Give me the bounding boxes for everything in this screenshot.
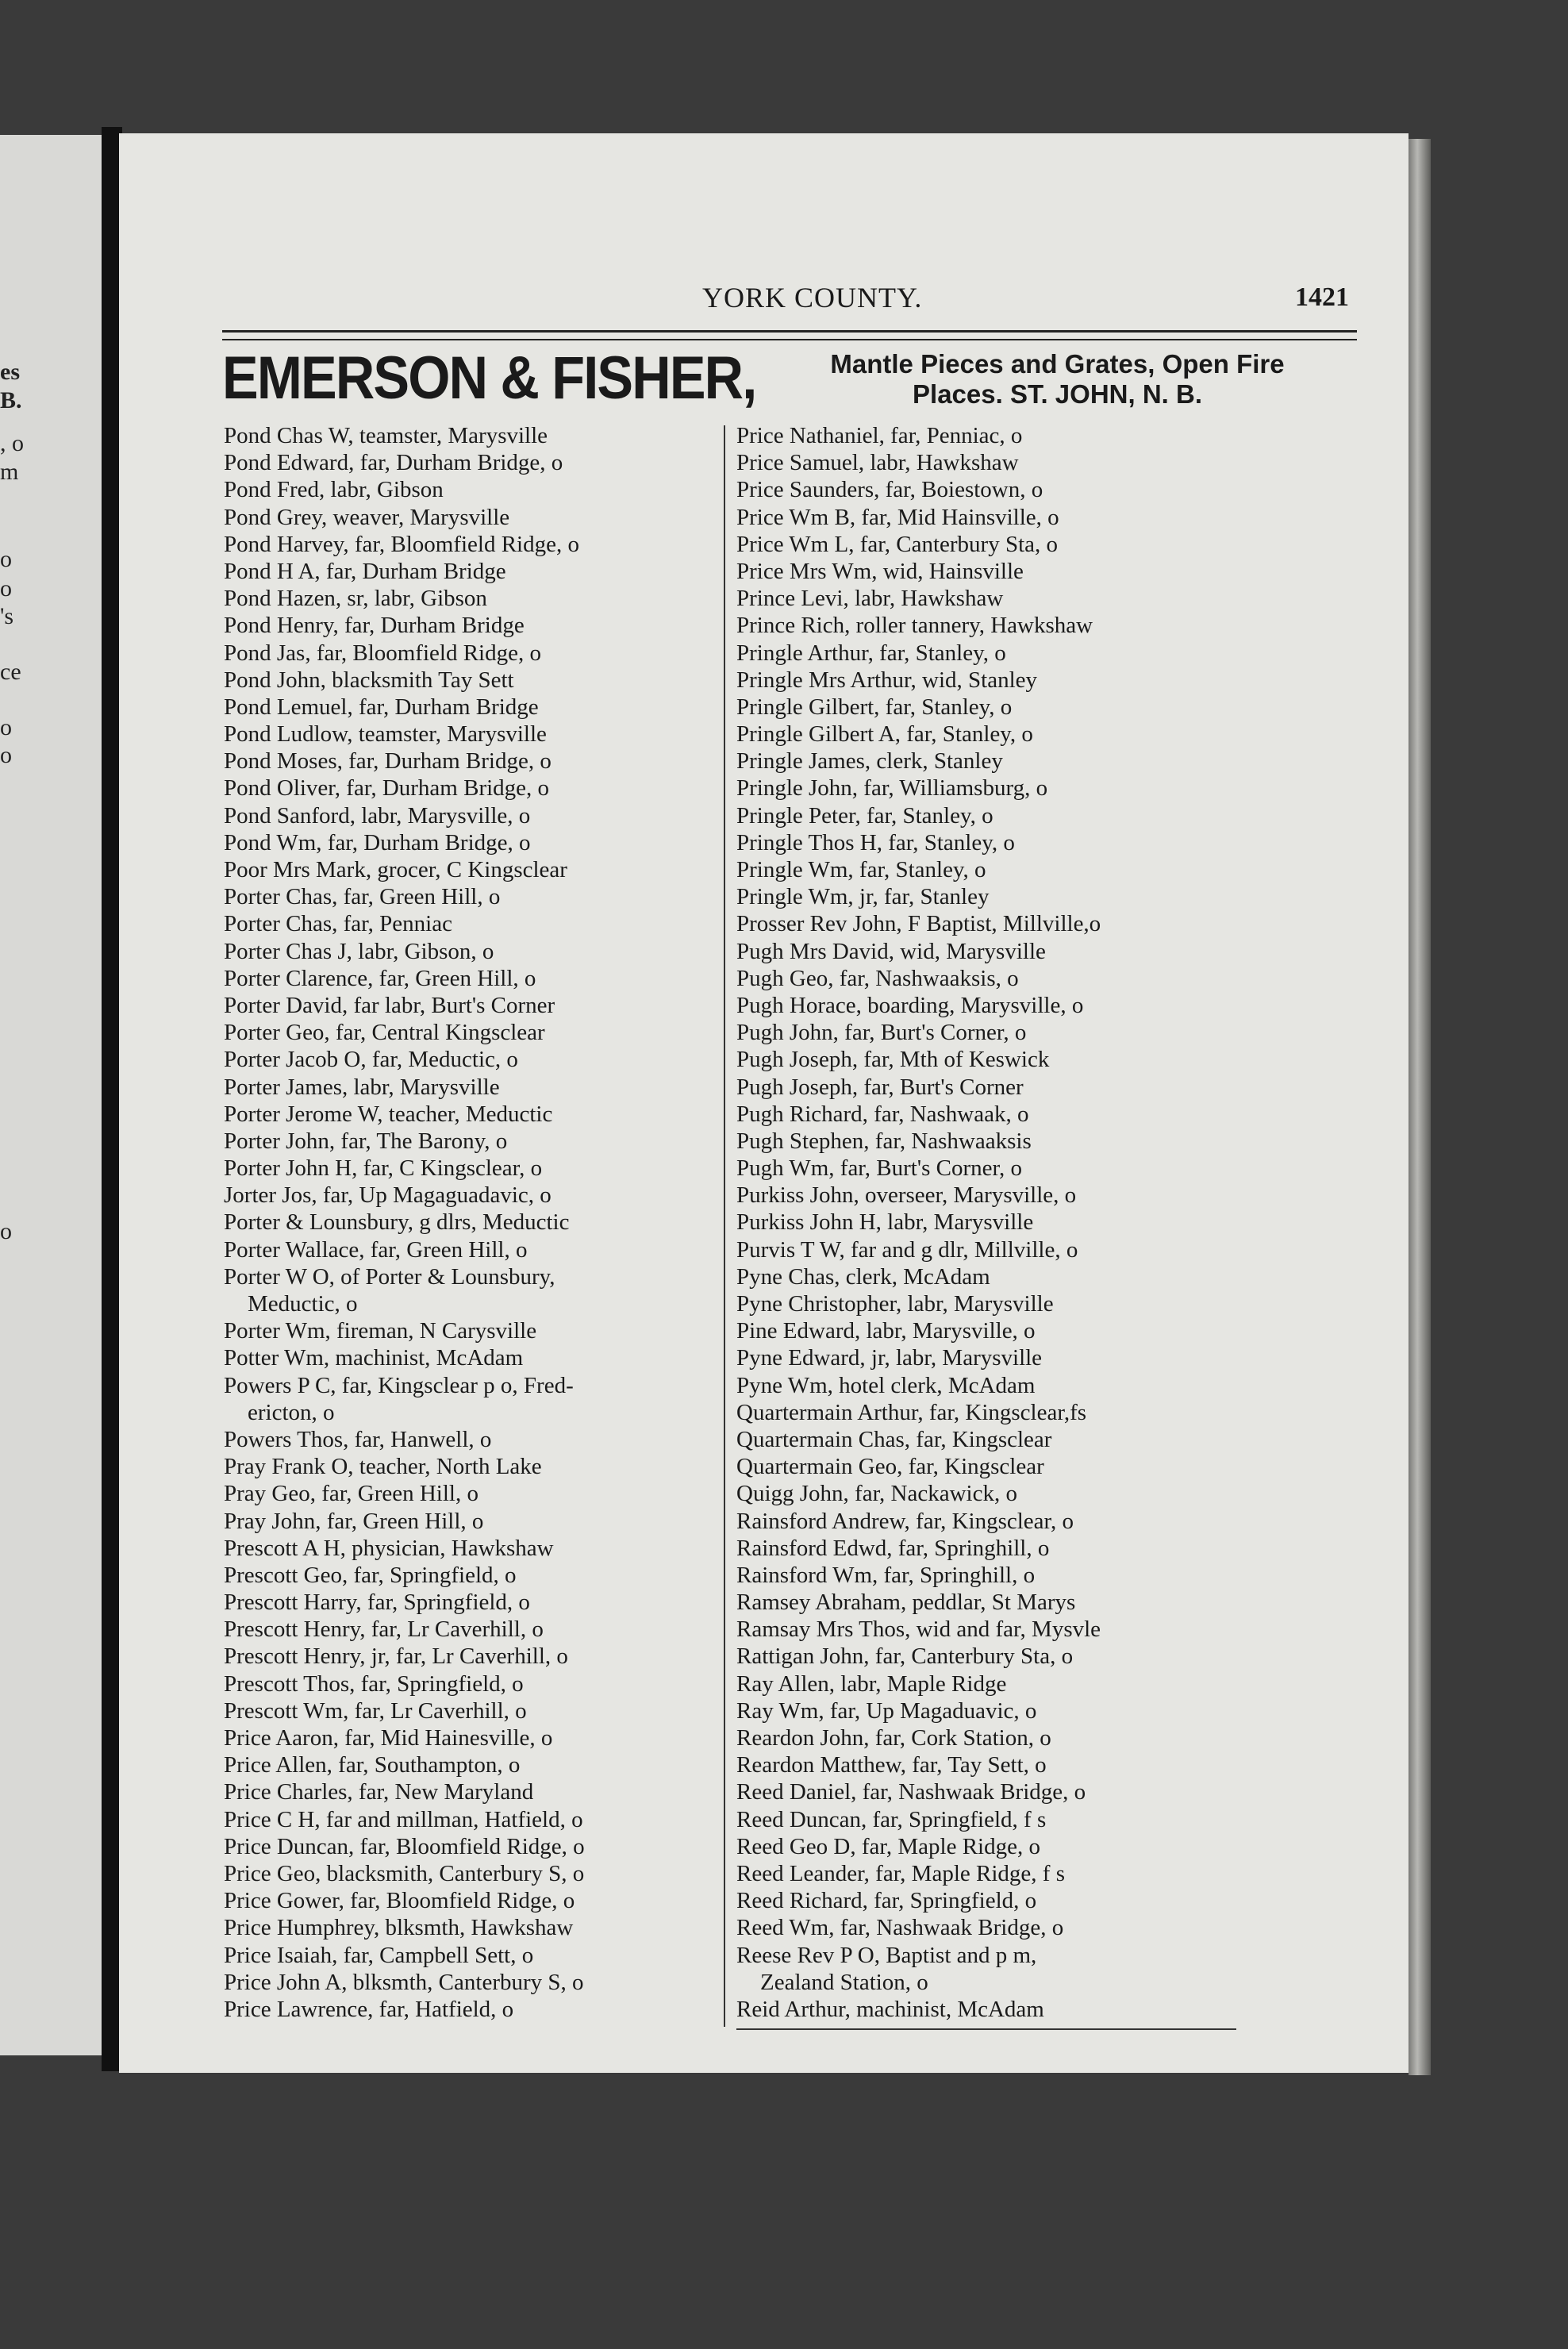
- directory-entry: Ray Wm, far, Up Magaduavic, o: [736, 1697, 1037, 1724]
- directory-entry: Porter John, far, The Barony, o: [224, 1128, 508, 1154]
- directory-entry: Pond Edward, far, Durham Bridge, o: [224, 450, 563, 476]
- directory-entry: Pond Wm, far, Durham Bridge, o: [224, 829, 531, 855]
- previous-page-edge: [0, 135, 111, 2055]
- directory-entry: Porter Chas, far, Penniac: [224, 911, 452, 937]
- directory-entry: Porter Clarence, far, Green Hill, o: [224, 965, 536, 991]
- directory-entry: Prescott Harry, far, Springfield, o: [224, 1590, 530, 1616]
- directory-entry: Prince Rich, roller tannery, Hawkshaw: [736, 613, 1093, 639]
- directory-entry: Reed Wm, far, Nashwaak Bridge, o: [736, 1915, 1064, 1941]
- advertisement-banner: [222, 343, 1357, 414]
- county-title: YORK COUNTY.: [702, 282, 923, 313]
- directory-entry: Pringle John, far, Williamsburg, o: [736, 775, 1048, 802]
- directory-entry: Jorter Jos, far, Up Magaguadavic, o: [224, 1182, 551, 1209]
- directory-entry: Powers Thos, far, Hanwell, o: [224, 1426, 492, 1452]
- directory-entry: Price C H, far and millman, Hatfield, o: [224, 1806, 583, 1832]
- directory-entry: Porter Geo, far, Central Kingsclear: [224, 1020, 545, 1046]
- directory-entry: Purkiss John, overseer, Marysville, o: [736, 1182, 1077, 1209]
- directory-entry: Pond Lemuel, far, Durham Bridge: [224, 694, 539, 720]
- directory-entry: Zealand Station, o: [760, 1969, 928, 1995]
- advertiser-name: EMERSON & FISHER,: [222, 344, 756, 412]
- directory-entry: Reid Arthur, machinist, McAdam: [736, 1996, 1044, 2022]
- directory-entry: Pringle Gilbert A, far, Stanley, o: [736, 721, 1033, 748]
- directory-entry: Porter & Lounsbury, g dlrs, Meductic: [224, 1209, 570, 1236]
- advertisement-tagline: [766, 349, 1349, 409]
- directory-entry: Ramsey Abraham, peddlar, St Marys: [736, 1590, 1076, 1616]
- directory-entry: Prescott Henry, jr, far, Lr Caverhill, o: [224, 1644, 568, 1670]
- directory-entry: Pond Hazen, sr, labr, Gibson: [224, 586, 487, 612]
- directory-entry: Price Wm B, far, Mid Hainsville, o: [736, 504, 1059, 530]
- directory-entry: Pringle Wm, far, Stanley, o: [736, 857, 986, 882]
- directory-entry: Price Duncan, far, Bloomfield Ridge, o: [224, 1833, 585, 1859]
- directory-entry: Prescott Geo, far, Springfield, o: [224, 1562, 517, 1588]
- directory-entry: Pond Jas, far, Bloomfield Ridge, o: [224, 640, 541, 666]
- directory-entry: ericton, o: [248, 1399, 335, 1425]
- directory-entry: Pine Edward, labr, Marysville, o: [736, 1318, 1036, 1344]
- directory-entry: Porter John H, far, C Kingsclear, o: [224, 1155, 543, 1182]
- directory-entry: Reardon Matthew, far, Tay Sett, o: [736, 1752, 1047, 1778]
- directory-entry: Pringle Wm, jr, far, Stanley: [736, 884, 990, 910]
- directory-entry: Price Nathaniel, far, Penniac, o: [736, 423, 1023, 448]
- advertisement-line-1: Mantle Pieces and Grates, Open Fire: [830, 349, 1285, 379]
- directory-entry: Price Saunders, far, Boiestown, o: [736, 477, 1043, 503]
- directory-entry: Pray Geo, far, Green Hill, o: [224, 1481, 478, 1507]
- directory-entry: Quartermain Arthur, far, Kingsclear,fs: [736, 1399, 1087, 1425]
- column-end-rule: [736, 2028, 1236, 2030]
- directory-entry: Price Samuel, labr, Hawkshaw: [736, 450, 1019, 476]
- prev-page-fragment: B.: [0, 387, 22, 413]
- directory-entry: Price Charles, far, New Maryland: [224, 1779, 534, 1805]
- directory-entry: Prescott Wm, far, Lr Caverhill, o: [224, 1697, 527, 1724]
- directory-entry: Poor Mrs Mark, grocer, C Kingsclear: [224, 857, 567, 882]
- directory-entry: Price Humphrey, blksmth, Hawkshaw: [224, 1915, 574, 1941]
- directory-entry: Pyne Christopher, labr, Marysville: [736, 1291, 1054, 1317]
- prev-page-fragment: o: [0, 1218, 12, 1244]
- advertisement-line-2: Places. ST. JOHN, N. B.: [913, 379, 1202, 409]
- directory-entry: Ramsay Mrs Thos, wid and far, Mysvle: [736, 1617, 1101, 1643]
- directory-entry: Reed Leander, far, Maple Ridge, f s: [736, 1860, 1065, 1886]
- directory-entry: Rattigan John, far, Canterbury Sta, o: [736, 1644, 1074, 1670]
- directory-entry: Pond Moses, far, Durham Bridge, o: [224, 748, 551, 775]
- directory-entry: Porter Jerome W, teacher, Meductic: [224, 1101, 553, 1127]
- directory-entry: Prince Levi, labr, Hawkshaw: [736, 586, 1004, 612]
- page-header: [222, 281, 1357, 321]
- directory-entry: Reed Richard, far, Springfield, o: [736, 1888, 1037, 1914]
- page-edge-shadow: [1409, 139, 1431, 2075]
- prev-page-fragment: o: [0, 714, 12, 740]
- column-divider: [724, 425, 725, 2027]
- header-rule: [222, 330, 1357, 340]
- directory-entry: Pyne Chas, clerk, McAdam: [736, 1263, 990, 1290]
- directory-entry: Pugh Geo, far, Nashwaaksis, o: [736, 965, 1019, 991]
- directory-entry: Pugh Richard, far, Nashwaak, o: [736, 1101, 1029, 1127]
- directory-entry: Porter W O, of Porter & Lounsbury,: [224, 1263, 555, 1290]
- directory-entry: Reed Daniel, far, Nashwaak Bridge, o: [736, 1779, 1086, 1805]
- directory-entry: Purkiss John H, labr, Marysville: [736, 1209, 1034, 1236]
- page-number: 1421: [1295, 283, 1349, 312]
- directory-entry: Pyne Edward, jr, labr, Marysville: [736, 1345, 1043, 1371]
- directory-entry: Price Gower, far, Bloomfield Ridge, o: [224, 1888, 575, 1914]
- directory-entry: Reardon John, far, Cork Station, o: [736, 1725, 1051, 1751]
- directory-entry: Porter Chas, far, Green Hill, o: [224, 884, 501, 910]
- directory-entry: Price Aaron, far, Mid Hainesville, o: [224, 1725, 553, 1751]
- prev-page-fragment: m: [0, 459, 19, 485]
- directory-entry: Pond Grey, weaver, Marysville: [224, 504, 510, 530]
- directory-entry: Quartermain Chas, far, Kingsclear: [736, 1426, 1052, 1452]
- directory-entry: Rainsford Wm, far, Springhill, o: [736, 1562, 1036, 1588]
- directory-entry: Pugh Joseph, far, Burt's Corner: [736, 1074, 1024, 1100]
- directory-entry: Pugh Mrs David, wid, Marysville: [736, 938, 1046, 964]
- directory-entry: Pond Ludlow, teamster, Marysville: [224, 721, 547, 748]
- prev-page-fragment: 's: [0, 603, 14, 629]
- prev-page-fragment: , o: [0, 430, 24, 456]
- directory-entry: Pugh Stephen, far, Nashwaaksis: [736, 1128, 1032, 1154]
- directory-entry: Porter David, far labr, Burt's Corner: [224, 992, 555, 1018]
- directory-entry: Rainsford Edwd, far, Springhill, o: [736, 1535, 1050, 1561]
- right-column-listings: [736, 422, 1236, 2023]
- directory-entry: Reed Geo D, far, Maple Ridge, o: [736, 1833, 1040, 1859]
- directory-entry: Powers P C, far, Kingsclear p o, Fred-: [224, 1372, 574, 1398]
- directory-entry: Rainsford Andrew, far, Kingsclear, o: [736, 1508, 1074, 1534]
- prev-page-fragment: o: [0, 546, 12, 572]
- directory-entry: Pringle Arthur, far, Stanley, o: [736, 640, 1006, 666]
- directory-entry: Pond Henry, far, Durham Bridge: [224, 613, 525, 639]
- directory-entry: Prescott Thos, far, Springfield, o: [224, 1670, 524, 1697]
- directory-entry: Potter Wm, machinist, McAdam: [224, 1345, 524, 1371]
- directory-entry: Pond Harvey, far, Bloomfield Ridge, o: [224, 531, 579, 557]
- directory-entry: Pringle Gilbert, far, Stanley, o: [736, 694, 1013, 720]
- directory-entry: Pringle James, clerk, Stanley: [736, 748, 1003, 775]
- directory-entry: Pringle Peter, far, Stanley, o: [736, 802, 993, 828]
- directory-entry: Porter Wallace, far, Green Hill, o: [224, 1236, 528, 1263]
- directory-entry: Pond Fred, labr, Gibson: [224, 477, 444, 503]
- directory-entry: Price Geo, blacksmith, Canterbury S, o: [224, 1860, 585, 1886]
- directory-entry: Pugh Horace, boarding, Marysville, o: [736, 992, 1084, 1018]
- directory-entry: Pond Chas W, teamster, Marysville: [224, 423, 548, 448]
- directory-entry: Price Mrs Wm, wid, Hainsville: [736, 558, 1024, 584]
- directory-entry: Price John A, blksmth, Canterbury S, o: [224, 1969, 584, 1995]
- directory-entry: Porter Jacob O, far, Meductic, o: [224, 1047, 518, 1073]
- directory-entry: Pugh Joseph, far, Mth of Keswick: [736, 1047, 1050, 1073]
- prev-page-fragment: o: [0, 742, 12, 768]
- directory-entry: Pringle Thos H, far, Stanley, o: [736, 829, 1015, 855]
- directory-entry: Price Allen, far, Southampton, o: [224, 1752, 521, 1778]
- directory-entry: Pond H A, far, Durham Bridge: [224, 558, 506, 584]
- directory-entry: Quartermain Geo, far, Kingsclear: [736, 1454, 1044, 1480]
- prev-page-fragment: es: [0, 359, 20, 385]
- directory-entry: Reed Duncan, far, Springfield, f s: [736, 1806, 1047, 1832]
- directory-entry: Pray Frank O, teacher, North Lake: [224, 1454, 542, 1480]
- directory-entry: Porter James, labr, Marysville: [224, 1074, 500, 1100]
- directory-entry: Pugh John, far, Burt's Corner, o: [736, 1020, 1027, 1046]
- directory-entry: Pond John, blacksmith Tay Sett: [224, 667, 514, 693]
- directory-entry: Price Wm L, far, Canterbury Sta, o: [736, 531, 1058, 557]
- directory-entry: Pray John, far, Green Hill, o: [224, 1508, 484, 1534]
- directory-entry: Prosser Rev John, F Baptist, Millville,o: [736, 911, 1101, 937]
- directory-entry: Pringle Mrs Arthur, wid, Stanley: [736, 667, 1038, 693]
- directory-entry: Price Lawrence, far, Hatfield, o: [224, 1996, 514, 2022]
- directory-entry: Porter Wm, fireman, N Carysville: [224, 1318, 537, 1344]
- directory-entry: Ray Allen, labr, Maple Ridge: [736, 1670, 1007, 1697]
- left-column-listings: [224, 422, 724, 2023]
- directory-entry: Prescott A H, physician, Hawkshaw: [224, 1535, 554, 1561]
- directory-entry: Pugh Wm, far, Burt's Corner, o: [736, 1155, 1022, 1182]
- directory-entry: Pyne Wm, hotel clerk, McAdam: [736, 1372, 1036, 1398]
- directory-entry: Porter Chas J, labr, Gibson, o: [224, 938, 494, 964]
- directory-entry: Prescott Henry, far, Lr Caverhill, o: [224, 1617, 544, 1643]
- directory-entry: Purvis T W, far and g dlr, Millville, o: [736, 1236, 1078, 1263]
- directory-entry: Quigg John, far, Nackawick, o: [736, 1481, 1017, 1507]
- directory-entry: Meductic, o: [248, 1291, 358, 1317]
- prev-page-fragment: o: [0, 575, 12, 602]
- prev-page-fragment: ce: [0, 659, 21, 685]
- directory-entry: Price Isaiah, far, Campbell Sett, o: [224, 1942, 534, 1968]
- directory-entry: Pond Sanford, labr, Marysville, o: [224, 802, 531, 828]
- directory-entry: Reese Rev P O, Baptist and p m,: [736, 1942, 1037, 1968]
- directory-entry: Pond Oliver, far, Durham Bridge, o: [224, 775, 550, 802]
